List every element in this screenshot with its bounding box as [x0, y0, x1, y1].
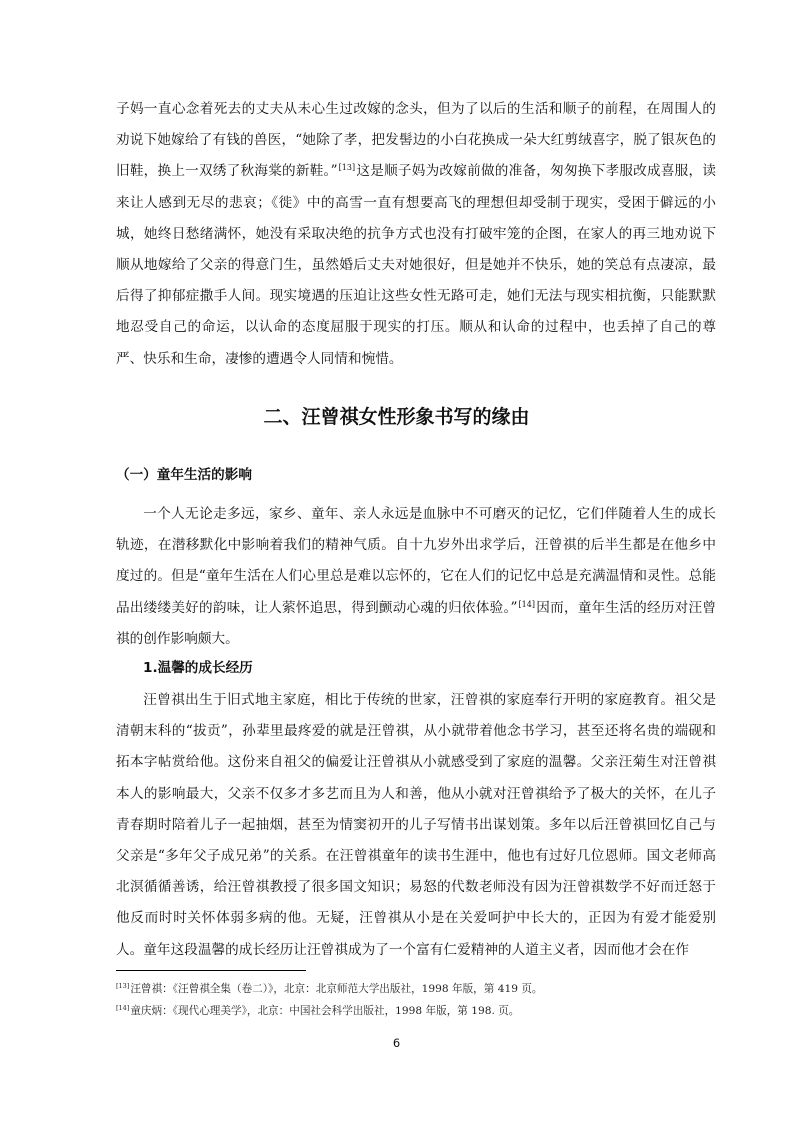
citation-ref[interactable]: [14]	[518, 599, 536, 609]
paragraph-continuation	[116, 94, 716, 375]
paragraph-block	[116, 499, 716, 655]
sub-subsection-heading: 1.温馨的成长经历	[143, 660, 253, 676]
footnote-mark: [13]	[116, 982, 130, 990]
body-paragraph: 汪曾祺出生于旧式地主家庭，相比于传统的世家，汪曾祺的家庭奉行开明的家庭教育。祖父是清朝末科的“拔贡”，孙辈里最疼爱的就是汪曾祺，从小就带着他念书学习，甚至还将名贵的端砚和拓本字帖赏给他。这份来自祖父的偏爱让汪曾祺从小就感受到了家庭的温馨。父亲汪菊生对汪曾祺本人的影响最大，父亲不仅多才多艺而且为人和善，他从小就对汪曾祺给予了极大的关怀，在儿子青春期时陪着儿子一起抽烟，甚至为情窦初开的儿子写情书出谋划策。多年以后汪曾祺回忆自己与父亲是“多年父子成兄弟”的关系。在汪曾祺童年的读书生涯中，他也有过好几位恩师。国文老师高北溟循循善诱，给汪曾祺教授了很多国文知识；易怒的代数老师没有因为汪曾祺数学不好而迁怒于他反而时时关怀体弱多病的他。无疑，汪曾祺从小是在关爱呵护中长大的，正因为有爱才能爱别人。童年这段温馨的成长经历让汪曾祺成为了一个富有仁爱精神的人道主义者，因而他才会在作	[116, 692, 716, 958]
paragraph-block	[116, 685, 716, 966]
page-number: 6	[392, 1036, 401, 1050]
paragraph-text: 因而，童年生活的经历对汪曾祺的创作影响颇大。	[116, 599, 716, 647]
footnote	[116, 1003, 716, 1019]
paragraph-text: 子妈一直心念着死去的丈夫从未心生过改嫁的念头，但为了以后的生活和顺子的前程，在周围人的劝说下她嫁给了有钱的兽医，“她除了孝，把发髻边的小白花换成一朵大红剪绒喜字，脱了银灰色的旧鞋，换上一双绣了秋海棠的新鞋。”	[116, 101, 716, 180]
body-paragraph	[116, 94, 716, 375]
footnote	[116, 981, 716, 997]
paragraph-text: 一个人无论走多远，家乡、童年、亲人永远是血脉中不可磨灭的记忆，它们伴随着人生的成长轨迹，在潜移默化中影响着我们的精神气质。自十九岁外出求学后，汪曾祺的后半生都是在他乡中度过的。但是“童年生活在人们心里总是难以忘怀的，它在人们的记忆中总是充满温情和灵性。总能品出缕缕美好的韵味，让人萦怀追思，得到颤动心魂的归依体验。”	[116, 506, 716, 616]
subsection-heading: （一）童年生活的影响	[116, 467, 252, 483]
footnote-text: 童庆炳：《现代心理美学》，北京：中国社会科学出版社，1998 年版，第 198. 页。	[130, 1005, 520, 1017]
paragraph-text: 这是顺子妈为改嫁前做的准备，匆匆换下孝服改成喜服，读来让人感到无尽的悲哀；《徙》中的高雪一直有想要高飞的理想但却受制于现实，受困于僻远的小城，她终日愁绪满怀，她没有采取决绝的抗争方式也没有打破牢笼的企图，在家人的再三地劝说下顺从地嫁给了父亲的得意门生，虽然婚后丈夫对她很好，但是她并不快乐，她的笑总有点凄凉，最后得了抑郁症撒手人间。现实境遇的压迫让这些女性无路可走，她们无法与现实相抗衡，只能默默地忍受自己的命运，以认命的态度屈服于现实的打压。顺从和认命的过程中，也丢掉了自己的尊严、快乐和生命，凄惨的遭遇令人同情和惋惜。	[116, 163, 716, 367]
footnote-text: 汪曾祺：《汪曾祺全集（卷二）》，北京：北京师范大学出版社，1998 年版，第 419 页。	[130, 983, 543, 995]
body-paragraph	[116, 499, 716, 655]
section-heading: 二、汪曾祺女性形象书写的缘由	[263, 406, 530, 428]
footnote-divider	[116, 970, 306, 971]
citation-ref[interactable]: [13]	[338, 163, 356, 173]
footnote-mark: [14]	[116, 1004, 130, 1012]
